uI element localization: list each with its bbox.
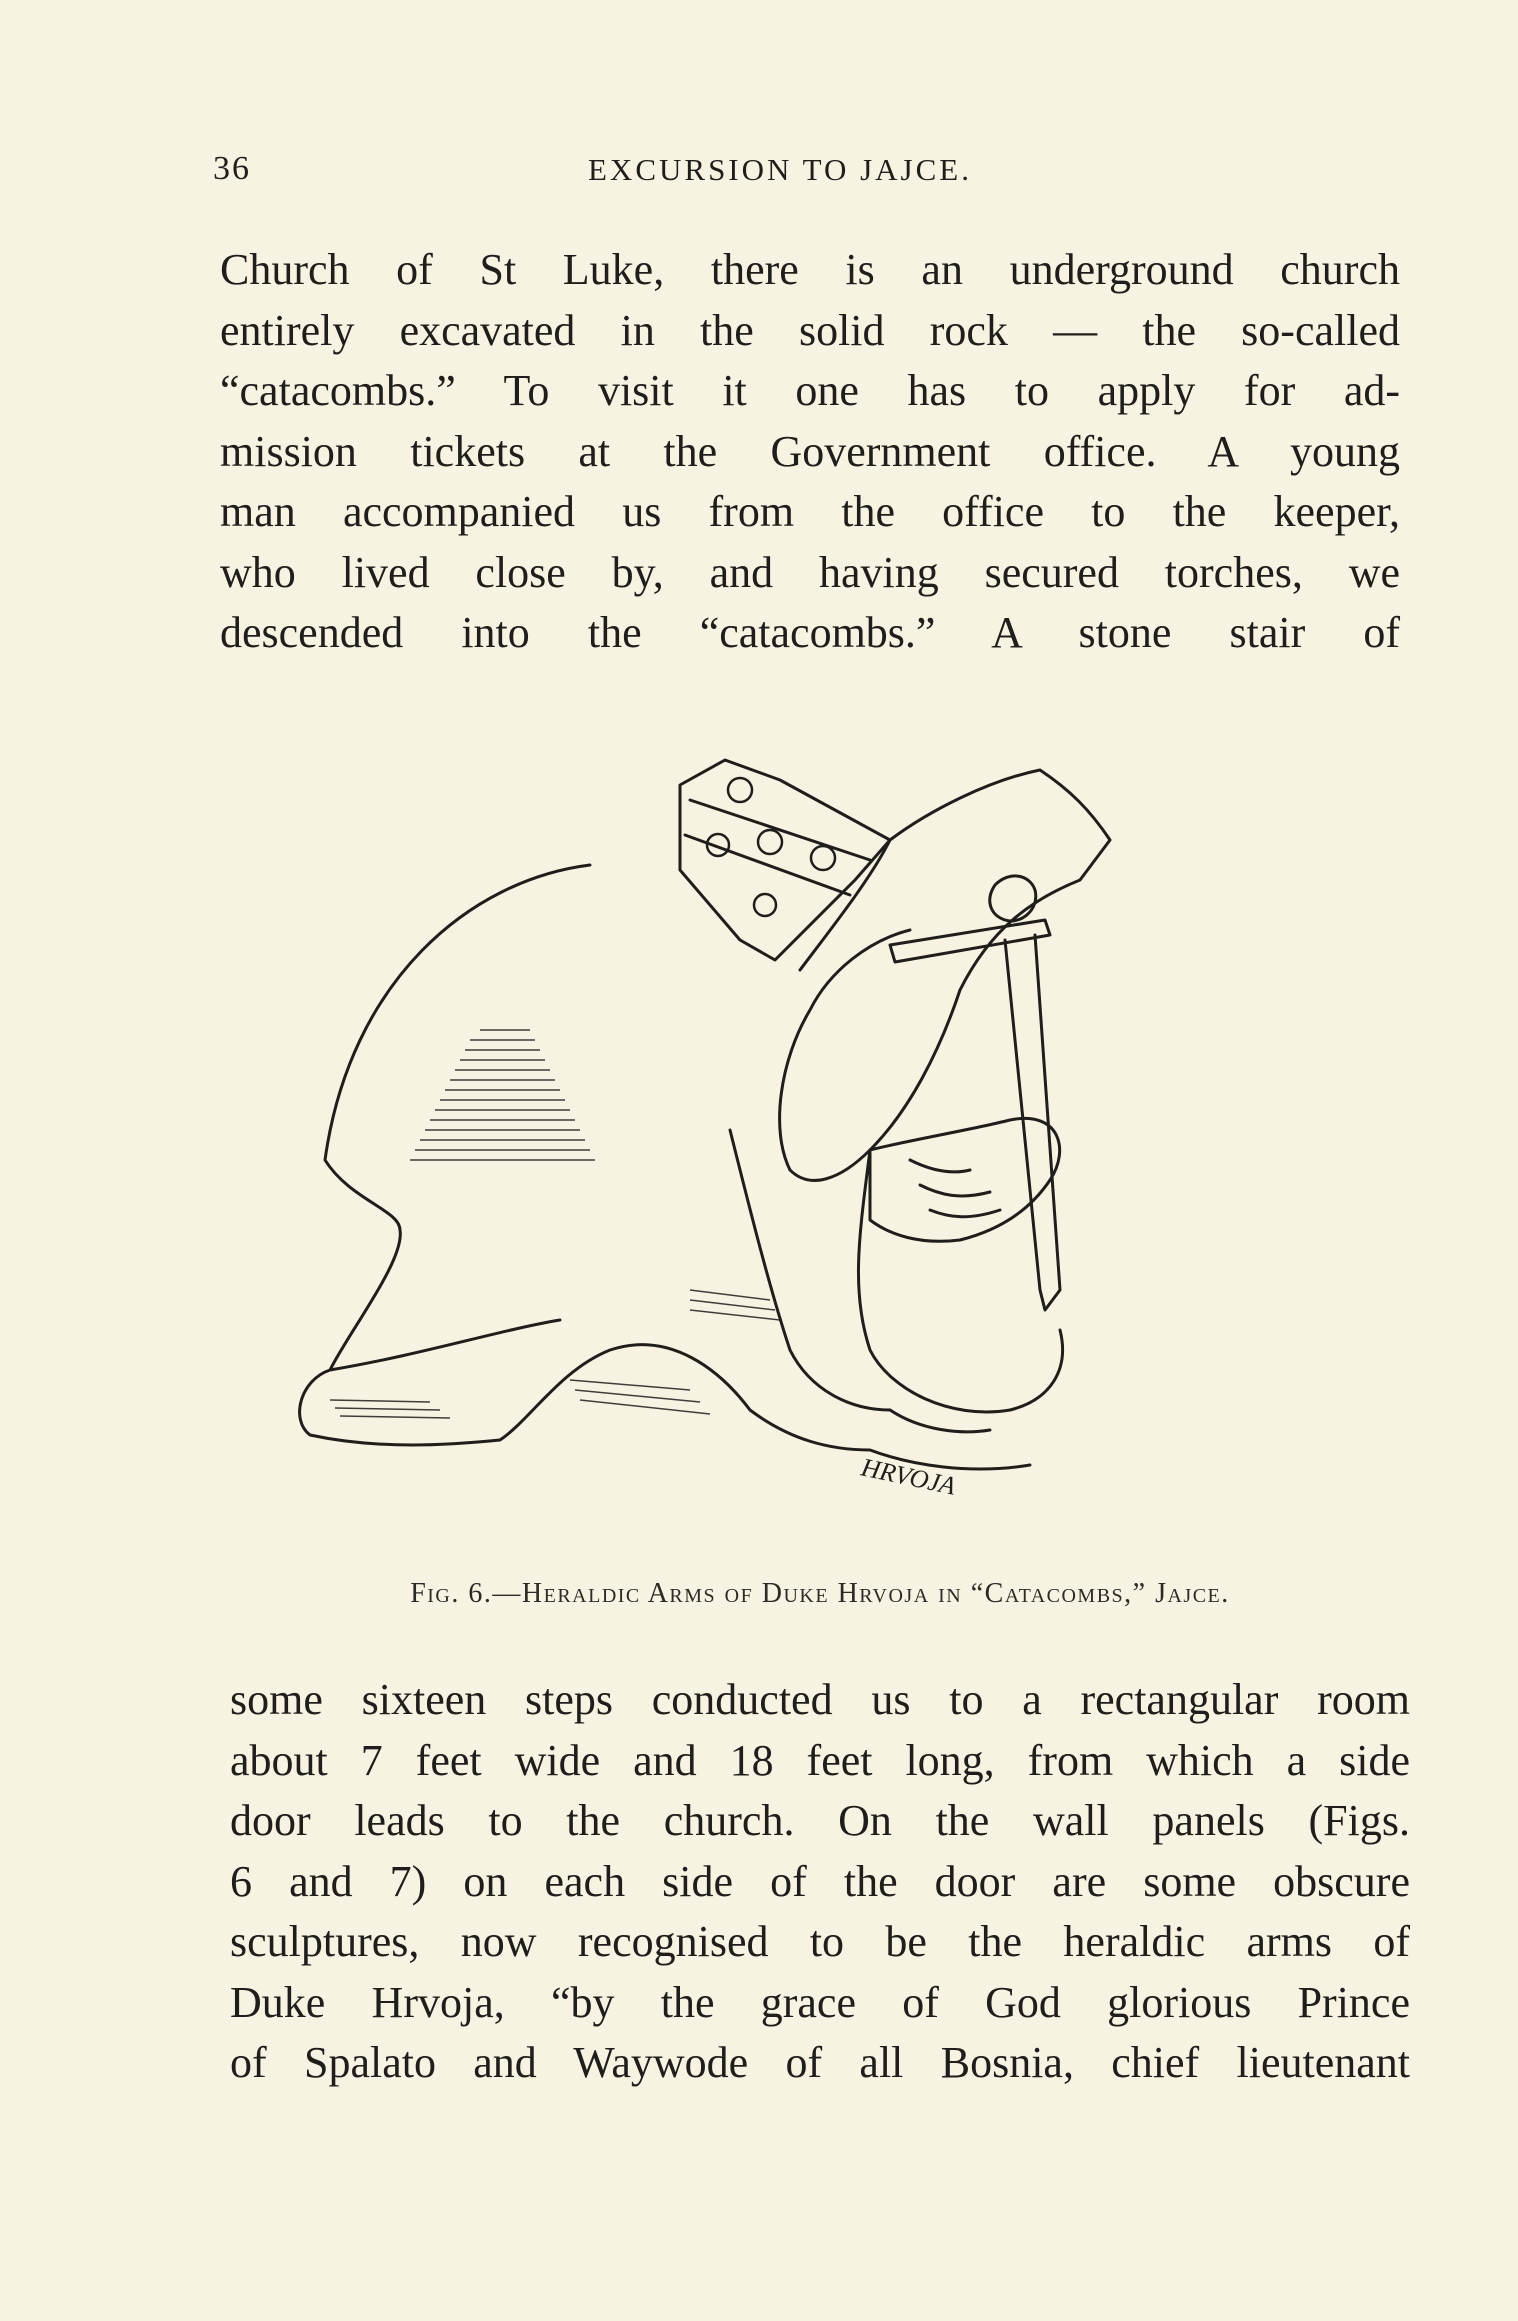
sword-crossguard	[890, 920, 1050, 962]
text-line: sculptures, now recognised to be the heraldic arms of	[230, 1917, 1410, 1966]
text-line: 6 and 7) on each side of the door are some obscure	[230, 1856, 1410, 1906]
text-line: Duke Hrvoja, “by the grace of God glorious Prince	[230, 1977, 1410, 2027]
sword-blade	[1005, 935, 1060, 1310]
page-header	[213, 150, 1333, 200]
paragraph-bottom	[230, 1670, 1410, 2094]
text-line: man accompanied us from the office to the keeper,	[220, 487, 1400, 536]
hand	[870, 1118, 1060, 1241]
text-line: entirely excavated in the solid rock — the so-called	[220, 305, 1400, 355]
text-line: about 7 feet wide and 18 feet long, from which a side	[230, 1735, 1410, 1785]
text-line: door leads to the church. On the wall panels (Figs.	[230, 1796, 1410, 1845]
artist-signature: HRVOJA	[858, 1452, 959, 1501]
paragraph-top	[220, 240, 1400, 664]
text-line: “catacombs.” To visit it one has to apply for ad-	[220, 366, 1400, 415]
text-line: who lived close by, and having secured torches, we	[220, 547, 1400, 597]
text-line: Church of St Luke, there is an underground church	[220, 245, 1400, 294]
bend-banner	[680, 760, 890, 960]
text-line: of Spalato and Waywode of all Bosnia, chief lieutenant	[230, 2038, 1410, 2087]
heraldic-arms-drawing	[270, 730, 1350, 1550]
shield-outline	[300, 865, 1030, 1469]
sword-pommel	[990, 876, 1036, 921]
running-title: EXCURSION TO JAJCE.	[588, 152, 972, 187]
text-line: some sixteen steps conducted us to a rectangular room	[230, 1675, 1410, 1724]
text-line: mission tickets at the Government office. A young	[220, 426, 1400, 476]
text-line: descended into the “catacombs.” A stone stair of	[220, 608, 1400, 657]
figure-caption	[300, 1578, 1340, 1610]
shield-inner-curve	[330, 1320, 560, 1370]
heraldic-arms-illustration	[270, 730, 1350, 1550]
caption-text: Fig. 6.—Heraldic Arms of Duke Hrvoja in “Catacombs,” Jajce.	[410, 1578, 1230, 1609]
page-number: 36	[213, 150, 251, 187]
